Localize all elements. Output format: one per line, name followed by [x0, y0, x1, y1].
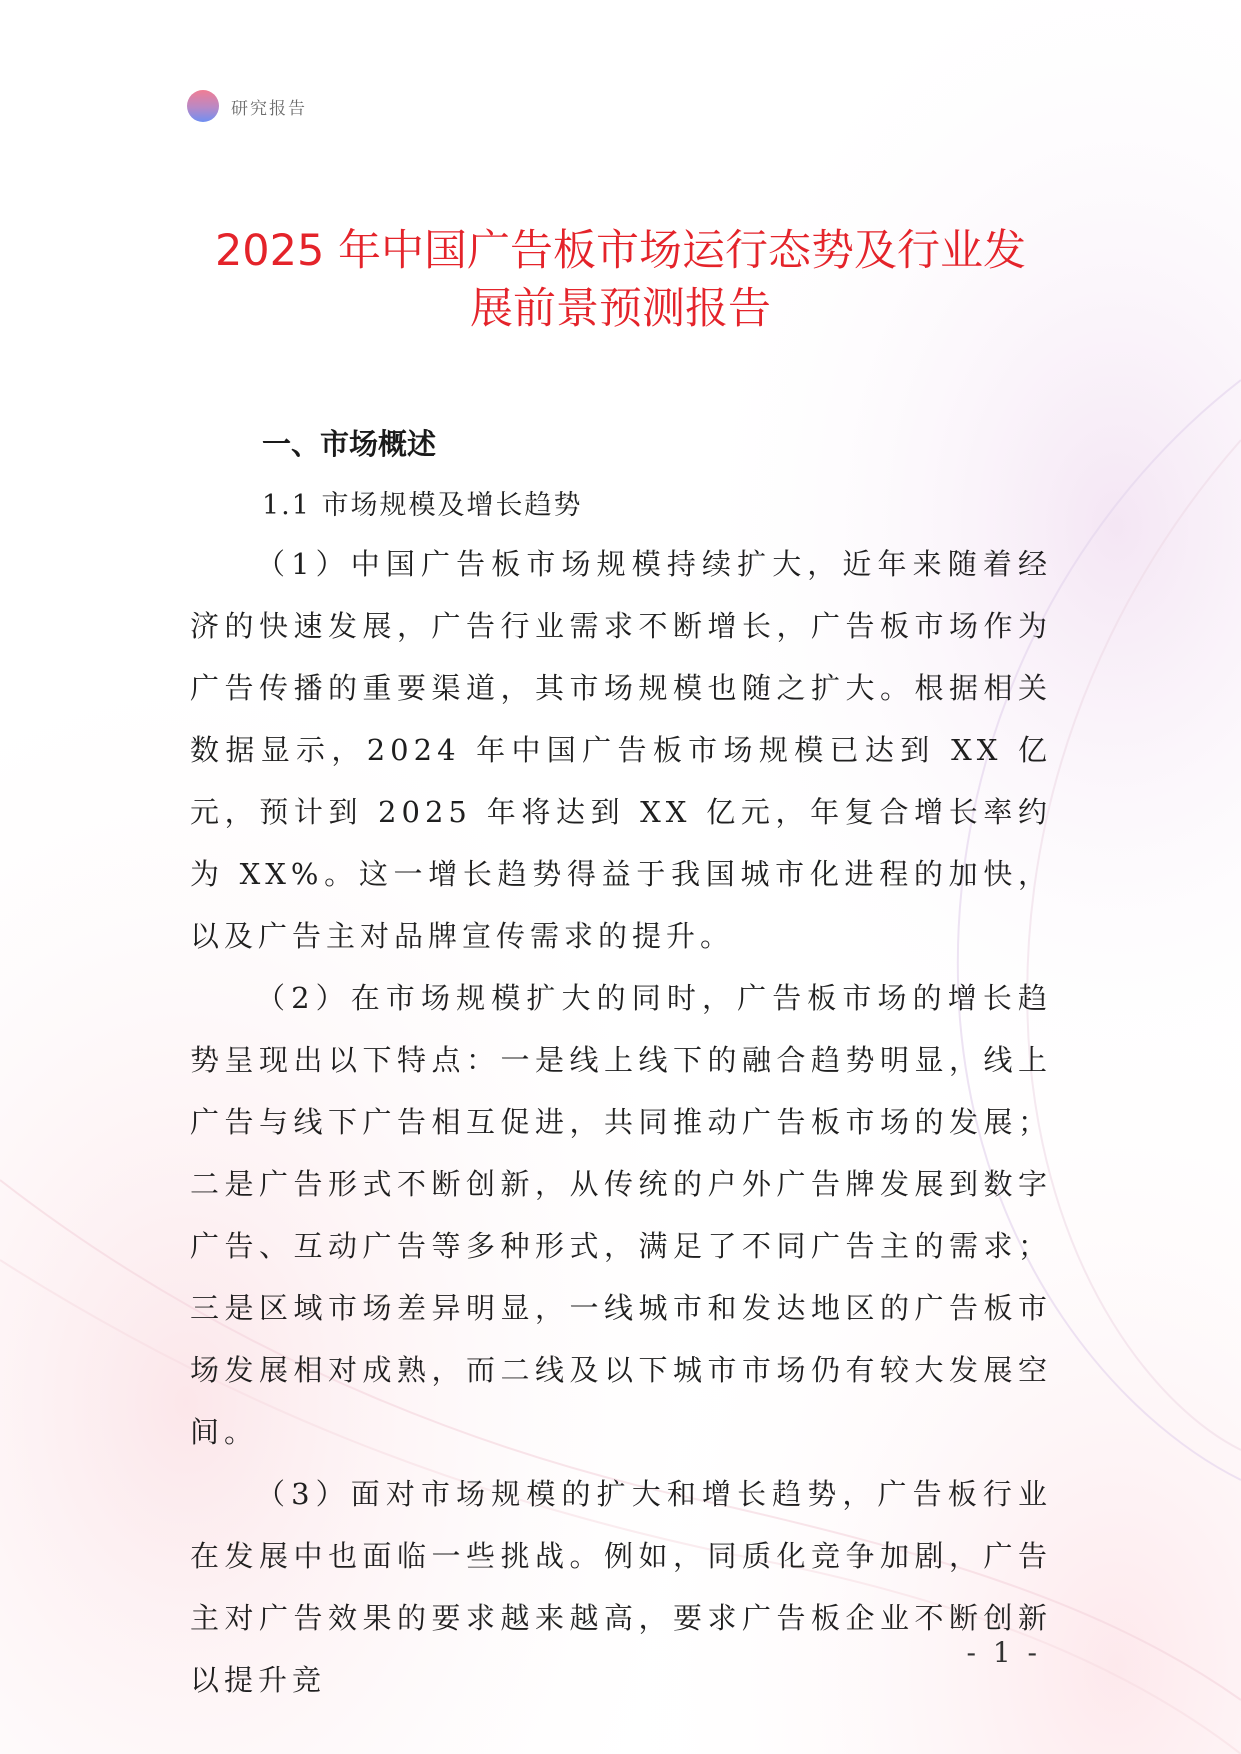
body-text — [190, 533, 1052, 1711]
page-number: - 1 - — [966, 1636, 1041, 1669]
subsection-heading: 1.1 市场规模及增长趋势 — [262, 490, 583, 521]
paragraph: （2）在市场规模扩大的同时，广告板市场的增长趋势呈现出以下特点：一是线上线下的融合趋势明显，线上广告与线下广告相互促进，共同推动广告板市场的发展；二是广告形式不断创新，从传统的户外广告牌发展到数字广告、互动广告等多种形式，满足了不同广告主的需求；三是区域市场差异明显，一线城市和发达地区的广告板市场发展相对成熟，而二线及以下城市市场仍有较大发展空间。 — [190, 981, 1052, 1449]
section-heading: 一、市场概述 — [262, 427, 437, 461]
gradient-circle-icon — [187, 90, 219, 122]
title-line-1: 2025 年中国广告板市场运行态势及行业发 — [214, 226, 1027, 276]
report-header — [187, 88, 307, 124]
paragraph: （1）中国广告板市场规模持续扩大，近年来随着经济的快速发展，广告行业需求不断增长，广告板市场作为广告传播的重要渠道，其市场规模也随之扩大。根据相关数据显示，2024 年中国广告板市场规模已达到 XX 亿元，预计到 2025 年将达到 XX 亿元，年复合增长率约为 XX%。这一增长趋势得益于我国城市化进程的加快，以及广告主对品牌宣传需求的提升。 — [190, 547, 1052, 953]
title-line-2: 展前景预测报告 — [470, 284, 771, 334]
report-title — [150, 222, 1091, 338]
header-label: 研究报告 — [231, 98, 307, 119]
paragraph: （3）面对市场规模的扩大和增长趋势，广告板行业在发展中也面临一些挑战。例如，同质化竞争加剧，广告主对广告效果的要求越来越高，要求广告板企业不断创新以提升竞 — [190, 1477, 1052, 1697]
